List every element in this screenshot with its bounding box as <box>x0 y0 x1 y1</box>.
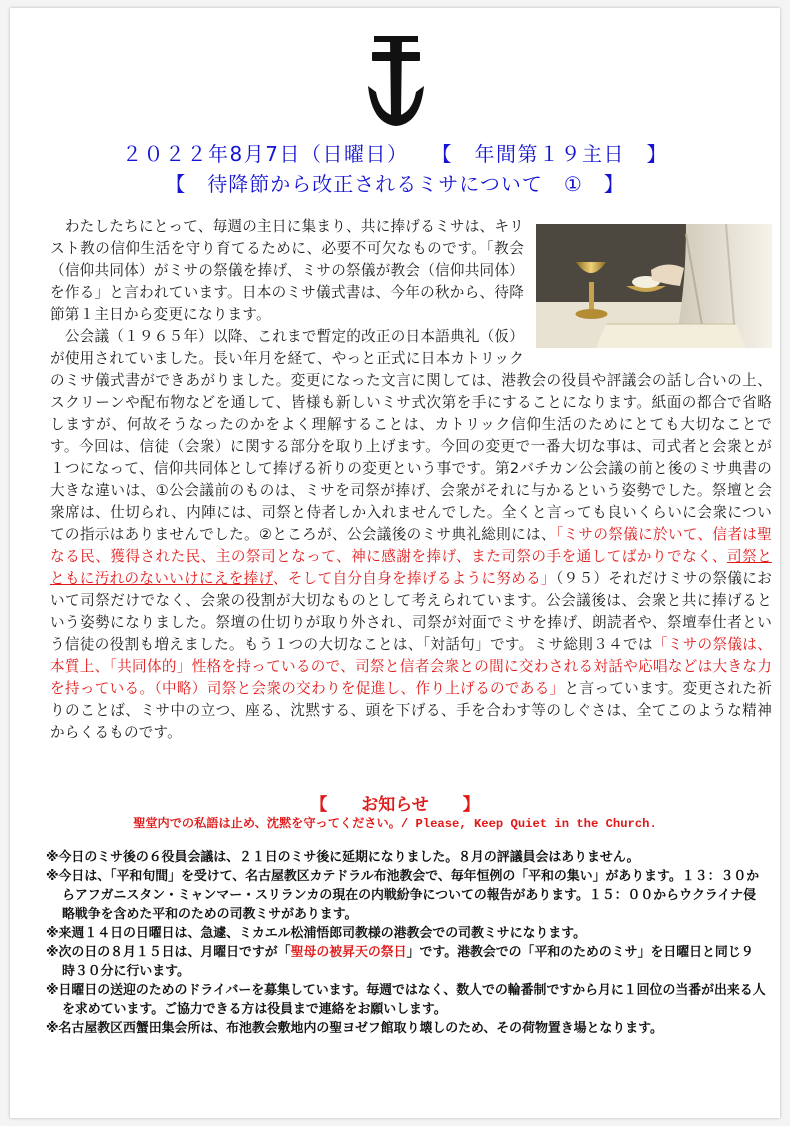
chalice-image <box>536 224 772 348</box>
notice-text: 」です。港教会での「平和のためのミサ」を日曜日と同じ９時３０分に行います。 <box>62 945 754 979</box>
notice-item: ※日曜日の送迎のためのドライバーを募集しています。毎週ではなく、数人での輪番制ですから月に１回位の当番が出来る人を求めています。ご協力できる方は役員まで連絡をお願いします。 <box>46 983 766 1017</box>
notice-item: ※今日は、「平和旬間」を受けて、名古屋教区カテドラル布池教会で、毎年恒例の「平和の集い」があります。１３：３０からアフガニスタン・ミャンマー・スリランカの現在の内戦紛争についての報告があります。１５：００からウクライナ侵略戦争を含めた平和のための司教ミサがあります。 <box>46 869 760 922</box>
quote-general-instruction-b: 、そして自分自身を捧げるように努める」 <box>272 570 556 587</box>
notice-text: ※次の日の８月１５日は、月曜日ですが「 <box>46 945 291 960</box>
quote-general-instruction-underlined: 司祭とともに汚れのないいけにえを捧げ <box>50 548 772 587</box>
notices-heading: 【 お知らせ 】 <box>310 795 480 815</box>
notice-item-assumption <box>46 943 766 981</box>
notice-item: ※来週１４日の日曜日は、急遽、ミカエル松浦悟郎司教様の港教会での司教ミサになります。 <box>46 926 587 941</box>
bulletin-date-title: ２０２２年8月7日（日曜日） 【 年間第１９主日 】 <box>122 142 668 166</box>
notice-item: ※名古屋教区西蟹田集会所は、布池教会敷地内の聖ヨゼフ館取り壊しのため、その荷物置き場となります。 <box>46 1021 663 1036</box>
article-paragraph-2: 公会議（１９６５年）以降、これまで暫定的改正の日本語典礼（仮）が使用されていました。長い年月を経て、やっと正式に日本カトリックのミサ儀式書ができあがりました。変更になった文言に関しては、港教会の役員や評議会の話し合いの上、スクリーンや配布物などを通して、皆様も新しいミサ式次第を手にすることになります。紙面の都合で省略しますが、何故そうなったのかをよく理解することは、カトリック信仰生活のためにとても大切なことです。今回は、信徒（会衆）に関する部分を取り上げます。今回の変更で一番大切な事は、司式者と会衆とが１つになって、信仰共同体として捧げる祈りの変更という事です。第2バチカン公会議の前と後のミサ典書の大きな違いは、①公会議前のものは、ミサを司祭が捧げ、会衆がそれに与かるという姿勢でした。祭壇と会衆席は、仕切られ、内陣には、司祭と侍者しか入れませんでした。全くと言っても良いくらいに会衆についての指示はありませんでした。②ところが、公会議後のミサ典礼総則には、 <box>50 328 772 543</box>
quiet-request: 聖堂内での私語は止め、沈黙を守ってください。/ Please, Keep Quiet in the Church. <box>133 817 657 831</box>
assumption-feast: 聖母の被昇天の祭日 <box>290 945 407 960</box>
article-paragraph-2c: と言っています。変更された祈りのことば、ミサ中の立つ、座る、沈黙する、頭を下げる、手を合わす等のしぐさは、全てこのような精神からくるものです。 <box>50 680 772 741</box>
article-paragraph-2b: （９５）それだけミサの祭儀において司祭だけでなく、会衆の役割が大切なものとして考えられています。公会議後は、会衆と共に捧げるという姿勢になりました。祭壇の仕切りが取り外され、司祭が対面でミサを捧げ、朗読者や、祭壇奉仕者という信徒の役割も増えました。もう１つの大切なことは、「対話句」です。ミサ総則３４では <box>50 570 773 653</box>
bulletin-topic-title: 【 待降節から改正されるミサについて ① 】 <box>165 172 625 196</box>
notice-item: ※今日のミサ後の６役員会議は、２１日のミサ後に延期になりました。８月の評議員会はありません。 <box>46 850 640 865</box>
article-body <box>50 216 772 744</box>
mass-altar-photo <box>536 224 772 348</box>
article-paragraph-1: わたしたちにとって、毎週の主日に集まり、共に捧げるミサは、キリスト教の信仰生活を守り育てるために、必要不可欠なものです。「教会（信仰共同体）がミサの祭儀を捧げ、ミサの祭儀が教会（信仰共同体）を作る」と言われています。日本のミサ儀式書は、今年の秋から、待降節第１主日から変更になります。 <box>50 218 524 323</box>
quote-general-instruction-34: 「ミサの祭儀は、本質上、「共同体的」性格を持っているので、司祭と信者会衆との間に交わされる対話や応唱などは大きな力を持っている。（中略）司祭と会衆の交わりを促進し、作り上げるのである」 <box>50 636 772 697</box>
bulletin-page <box>10 8 780 1118</box>
quote-general-instruction-a: 「ミサの祭儀に於いて、信者は聖なる民、獲得された民、主の祭司となって、神に感謝を捧げ、また司祭の手を通してばかりでなく、 <box>50 526 772 565</box>
notices-list <box>46 848 766 1038</box>
anchor-icon <box>366 34 426 130</box>
